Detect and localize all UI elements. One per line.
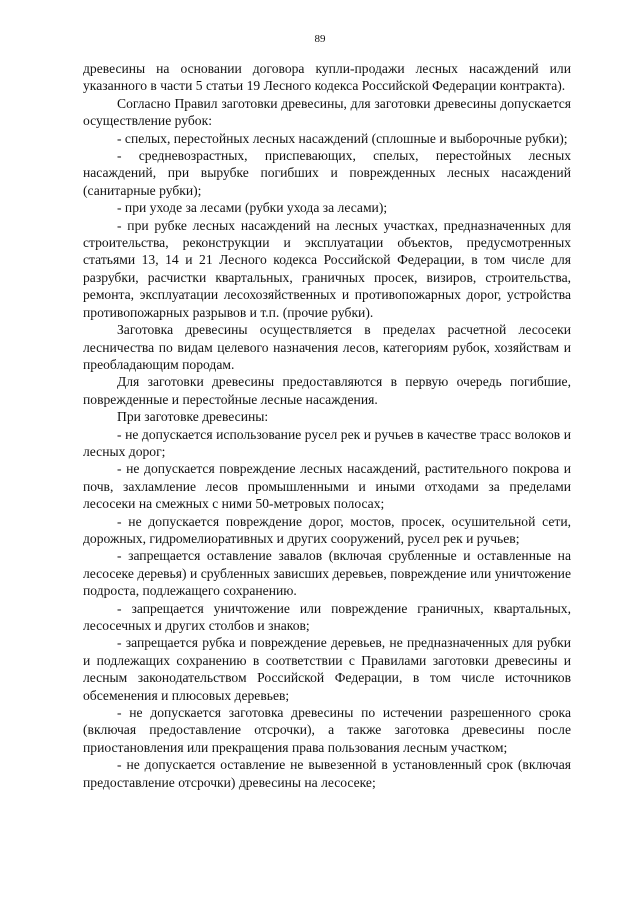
list-item: - не допускается повреждение дорог, мостов, просек, осушительной сети, дорожных, гидромелиоративных и других сооружений, русел рек и ручьев; xyxy=(83,513,571,546)
page-number: 89 xyxy=(314,33,326,45)
list-item: - запрещается уничтожение или повреждение граничных, квартальных, лесосечных и других столбов и знаков; xyxy=(83,600,571,633)
document-body xyxy=(83,60,571,791)
paragraph-heading: При заготовке древесины: xyxy=(117,409,269,425)
list-item: - при уходе за лесами (рубки ухода за лесами); xyxy=(117,200,388,216)
paragraph-continuation: древесины на основании договора купли-продажи лесных насаждений или указанного в части 5 статьи 19 Лесного кодекса Российской Федерации контракта). xyxy=(83,61,571,94)
list-item: - средневозрастных, приспевающих, спелых, перестойных лесных насаждений, при вырубке погибших и поврежденных лесных насаждений (санитарные рубки); xyxy=(83,148,571,198)
list-item: - не допускается оставление не вывезенной в установленный срок (включая предоставление отсрочки) древесины на лесосеке; xyxy=(83,757,571,790)
list-item: - не допускается повреждение лесных насаждений, растительного покрова и почв, захламление лесов промышленными и иными отходами за пределами лесосеки на смежных с ними 50-метровых полосах; xyxy=(83,461,571,512)
paragraph: Для заготовки древесины предоставляются в первую очередь погибшие, поврежденные и перестойные лесные насаждения. xyxy=(83,374,571,407)
list-item: - не допускается использование русел рек и ручьев в качестве трасс волоков и лесных дорог; xyxy=(83,426,571,459)
list-item: - запрещается оставление завалов (включая срубленные и оставленные на лесосеке деревья) и срубленных зависших деревьев, повреждение или уничтожение подроста, подлежащего сохранению. xyxy=(83,548,571,599)
paragraph-intro: Согласно Правил заготовки древесины, для заготовки древесины допускается осуществление рубок: xyxy=(83,95,571,129)
list-item: - спелых, перестойных лесных насаждений (сплошные и выборочные рубки); xyxy=(117,130,568,146)
list-item: - запрещается рубка и повреждение деревьев, не предназначенных для рубки и подлежащих сохранению в соответствии с Правилами заготовки древесины и лесным законодательством Российской Федерации, в том числе источников обсеменения и плюсовых деревьев; xyxy=(83,635,571,703)
list-item: - не допускается заготовка древесины по истечении разрешенного срока (включая предоставление отсрочки), а также заготовка древесины после приостановления или прекращения права пользования лесным участком; xyxy=(83,705,571,755)
paragraph: Заготовка древесины осуществляется в пределах расчетной лесосеки лесничества по видам целевого назначения лесов, категориям рубок, хозяйствам и преобладающим породам. xyxy=(83,322,571,372)
list-item: - при рубке лесных насаждений на лесных участках, предназначенных для строительства, реконструкции и эксплуатации объектов, предусмотренных статьями 13, 14 и 21 Лесного кодекса Российской Федерации, в том числе для разрубки, расчистки квартальных, граничных просек, визиров, строительства, ремонта, эксплуатации лесохозяйственных и противопожарных дорог, устройства противопожарных разрывов и т.п. (прочие рубки). xyxy=(83,217,571,320)
